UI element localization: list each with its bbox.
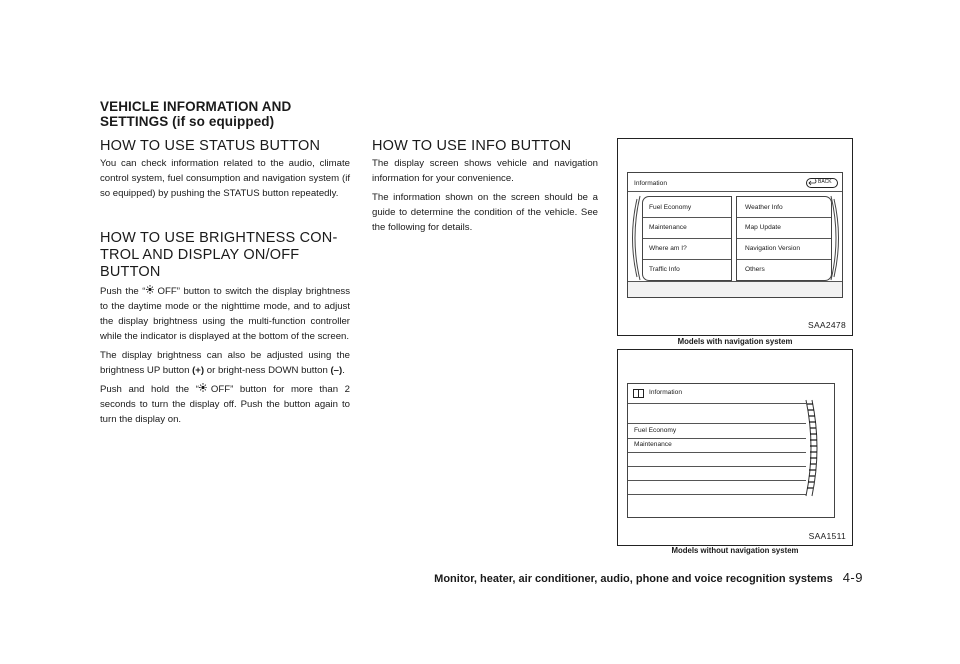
status-text: You can check information related to the audio, climate control system, fuel consumption and navigation system (if so equipped) by pushing the STATUS button repeatedly.	[100, 158, 350, 199]
scroll-indicator[interactable]	[804, 398, 822, 498]
row-divider	[628, 494, 806, 495]
brightness-p2-mid: or bright-ness DOWN button	[204, 364, 331, 376]
divider	[643, 217, 731, 218]
back-label: BACK	[818, 179, 832, 185]
menu-item-where-am-i[interactable]: Where am I?	[649, 245, 687, 252]
menu-item-others[interactable]: Others	[745, 266, 765, 273]
brightness-p1-start: Push the “	[100, 286, 146, 297]
brightness-p3-end: OFF” button for more than 2 seconds to turn the display off. Push the button again to turn the display on.	[100, 384, 350, 426]
right-menu	[736, 196, 832, 281]
brightness-p3-start: Push and hold the “	[100, 384, 199, 396]
brightness-up-symbol: (+)	[192, 364, 205, 376]
menu-item-traffic-info[interactable]: Traffic Info	[649, 266, 680, 273]
brightness-paragraph-2	[100, 349, 350, 379]
right-arc-decoration	[830, 195, 842, 281]
footer-text: Monitor, heater, air conditioner, audio, phone and voice recognition systems	[434, 573, 833, 585]
figure-code: SAA1511	[808, 531, 846, 541]
page-number: 4-9	[842, 570, 863, 585]
divider	[643, 259, 731, 260]
info-section	[372, 138, 598, 236]
info-paragraph-2: The information shown on the screen should be a guide to determine the condition of the vehicle. See the following for details.	[372, 191, 598, 233]
info-screen-no-nav	[627, 383, 835, 518]
row-divider	[628, 438, 806, 439]
figure2-caption: Models without navigation system	[671, 546, 799, 555]
menu-item-maintenance[interactable]: Maintenance	[634, 441, 672, 448]
section-title-line2: SETTINGS (if so equipped)	[100, 114, 275, 129]
left-menu	[642, 196, 732, 281]
title-divider	[628, 191, 842, 192]
brightness-off-icon	[199, 382, 211, 393]
brightness-paragraph-3	[100, 382, 350, 428]
brightness-p2-start: The display brightness can also be adjusted using the brightness UP button	[100, 349, 350, 376]
left-arc-decoration	[629, 195, 641, 281]
info-icon	[633, 389, 644, 398]
divider	[737, 238, 831, 239]
figure-without-navigation	[617, 349, 853, 546]
section-title	[100, 99, 360, 129]
menu-item-maintenance[interactable]: Maintenance	[649, 224, 687, 231]
figure-code: SAA2478	[807, 320, 846, 330]
brightness-heading-line1: HOW TO USE BRIGHTNESS CON-	[100, 230, 338, 246]
screen-title: Information	[634, 180, 667, 187]
title-divider	[628, 403, 806, 404]
figure1-caption: Models with navigation system	[677, 337, 793, 346]
divider	[737, 259, 831, 260]
row-divider	[628, 466, 806, 467]
brightness-heading	[100, 230, 350, 281]
row-divider	[628, 452, 806, 453]
menu-item-fuel-economy[interactable]: Fuel Economy	[649, 204, 692, 211]
info-paragraph-1: The display screen shows vehicle and navigation information for your convenience.	[372, 158, 598, 184]
section-title-line1: VEHICLE INFORMATION AND	[100, 99, 292, 114]
brightness-p1-end: OFF” button to switch the display brightness to the daytime mode or the nighttime mode, and to adjust the display brightness using the multi-function controller while the indicator is displayed at the bottom of the screen.	[100, 286, 350, 342]
status-section	[100, 138, 350, 202]
row-divider	[628, 423, 806, 424]
figure-with-navigation	[617, 138, 853, 336]
page-footer	[434, 570, 863, 585]
menu-item-weather-info[interactable]: Weather Info	[745, 204, 783, 211]
divider	[643, 238, 731, 239]
status-heading: HOW TO USE STATUS BUTTON	[100, 138, 321, 154]
menu-item-map-update[interactable]: Map Update	[745, 224, 781, 231]
menu-item-fuel-economy[interactable]: Fuel Economy	[634, 427, 677, 434]
brightness-heading-line2: TROL AND DISPLAY ON/OFF BUTTON	[100, 247, 300, 280]
row-divider	[628, 480, 806, 481]
screen-title: Information	[649, 389, 682, 396]
bottom-bar	[628, 282, 842, 297]
info-heading: HOW TO USE INFO BUTTON	[372, 138, 572, 154]
info-screen-nav	[627, 172, 843, 298]
menu-item-navigation-version[interactable]: Navigation Version	[745, 245, 800, 252]
brightness-p2-end: .	[342, 364, 345, 376]
brightness-off-icon	[146, 284, 158, 295]
brightness-paragraph-1	[100, 284, 350, 345]
divider	[737, 217, 831, 218]
brightness-down-symbol: (–)	[330, 364, 343, 376]
brightness-section	[100, 230, 350, 428]
